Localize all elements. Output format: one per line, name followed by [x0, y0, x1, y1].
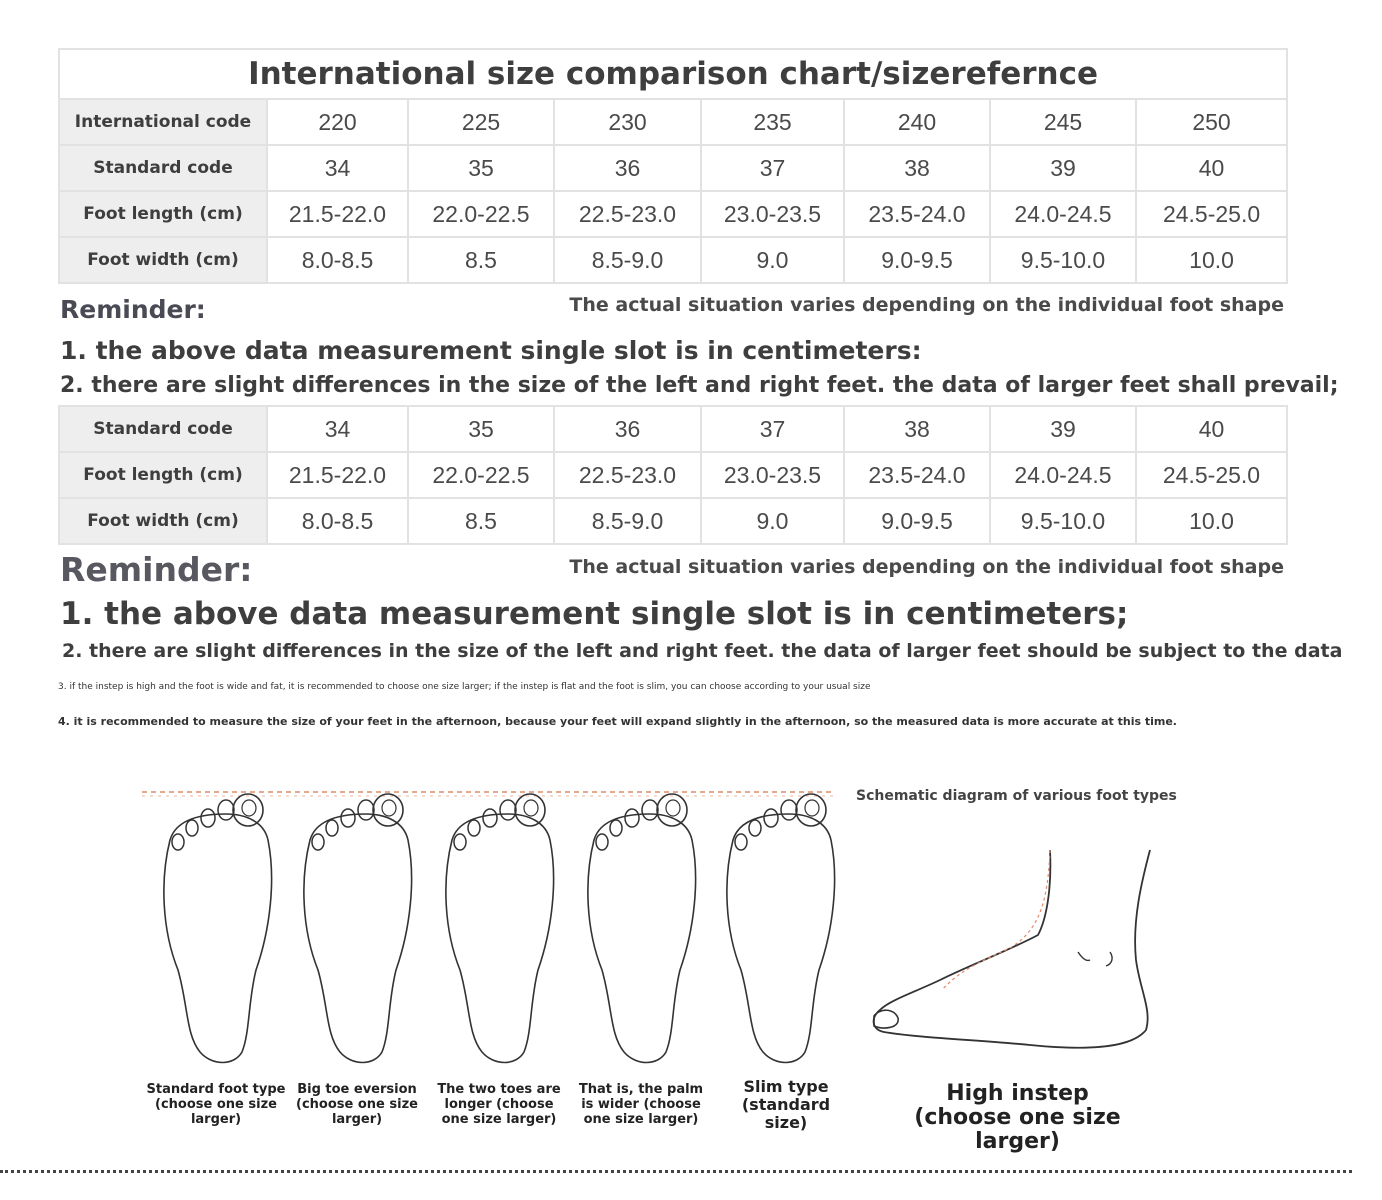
- table-cell: 240: [844, 99, 990, 145]
- reminder-note: The actual situation varies depending on the individual foot shape: [569, 294, 1284, 316]
- standard-foot-outline: [164, 794, 272, 1063]
- table-cell: 9.0: [701, 237, 844, 283]
- diagram-heading: Schematic diagram of various foot types: [856, 788, 1177, 804]
- foot-caption: Standard foot type (choose one size larger): [146, 1082, 286, 1127]
- table-cell: 37: [701, 145, 844, 191]
- row-label: Foot length (cm): [59, 452, 267, 498]
- table-cell: 40: [1136, 145, 1287, 191]
- table-cell: 24.0-24.5: [990, 191, 1136, 237]
- table-cell: 35: [408, 145, 554, 191]
- table-cell: 8.5: [408, 237, 554, 283]
- big-toe-eversion-outline: [304, 794, 412, 1063]
- table-cell: 23.5-24.0: [844, 452, 990, 498]
- table-cell: 250: [1136, 99, 1287, 145]
- table-cell: 35: [408, 406, 554, 452]
- reminder-line: 2. there are slight differences in the size of the left and right feet. the data of larger feet shall prevail;: [60, 373, 1339, 398]
- reminder-note: The actual situation varies depending on the individual foot shape: [569, 556, 1284, 578]
- table-cell: 24.5-25.0: [1136, 452, 1287, 498]
- table-cell: 220: [267, 99, 408, 145]
- table-cell: 34: [267, 406, 408, 452]
- table-cell: 8.5-9.0: [554, 498, 701, 544]
- row-label: Foot length (cm): [59, 191, 267, 237]
- table-row: [59, 237, 1287, 283]
- table-row: [59, 99, 1287, 145]
- reminder-heading: Reminder:: [60, 295, 206, 324]
- table-cell: 23.0-23.5: [701, 191, 844, 237]
- table-cell: 39: [990, 145, 1136, 191]
- foot-caption: Slim type (standard size): [741, 1077, 831, 1132]
- table-cell: 9.0-9.5: [844, 237, 990, 283]
- table-cell: 225: [408, 99, 554, 145]
- wide-palm-outline: [588, 794, 696, 1063]
- table-cell: 23.5-24.0: [844, 191, 990, 237]
- table-row: [59, 191, 1287, 237]
- foot-caption: That is, the palm is wider (choose one size larger): [578, 1082, 704, 1127]
- table-cell: 235: [701, 99, 844, 145]
- long-second-toe-outline: [446, 794, 554, 1063]
- row-label: Foot width (cm): [59, 237, 267, 283]
- table-cell: 23.0-23.5: [701, 452, 844, 498]
- standard-size-table: [58, 405, 1288, 545]
- table-cell: 21.5-22.0: [267, 452, 408, 498]
- row-label: Standard code: [59, 406, 267, 452]
- table-cell: 22.5-23.0: [554, 452, 701, 498]
- table-cell: 230: [554, 99, 701, 145]
- table-cell: 8.0-8.5: [267, 498, 408, 544]
- table-cell: 9.5-10.0: [990, 498, 1136, 544]
- table-cell: 39: [990, 406, 1136, 452]
- dotted-divider: [0, 1170, 1352, 1173]
- table-cell: 21.5-22.0: [267, 191, 408, 237]
- reminder-heading: Reminder:: [60, 550, 253, 589]
- table-cell: 38: [844, 406, 990, 452]
- slim-foot-outline: [727, 794, 835, 1063]
- table-cell: 9.0: [701, 498, 844, 544]
- table-row: [59, 145, 1287, 191]
- table-cell: 36: [554, 145, 701, 191]
- row-label: Standard code: [59, 145, 267, 191]
- table-cell: 9.5-10.0: [990, 237, 1136, 283]
- foot-caption: Big toe eversion (choose one size larger): [296, 1082, 418, 1127]
- table-cell: 24.0-24.5: [990, 452, 1136, 498]
- table-cell: 245: [990, 99, 1136, 145]
- reminder-line: 2. there are slight differences in the size of the left and right feet. the data of larger feet should be subject to the data: [62, 640, 1343, 662]
- table-cell: 8.5: [408, 498, 554, 544]
- table-row: [59, 452, 1287, 498]
- foot-types-illustration: [130, 770, 850, 1070]
- foot-caption: The two toes are longer (choose one size larger): [437, 1082, 561, 1127]
- international-size-table: [58, 48, 1288, 284]
- table-cell: 37: [701, 406, 844, 452]
- table-row: [59, 498, 1287, 544]
- table-cell: 36: [554, 406, 701, 452]
- table-cell: 34: [267, 145, 408, 191]
- reminder-line: 1. the above data measurement single slot is in centimeters:: [60, 336, 922, 365]
- instep-caption: High instep (choose one size larger): [914, 1081, 1121, 1154]
- table-cell: 22.0-22.5: [408, 191, 554, 237]
- table-title: International size comparison chart/sizerefernce: [59, 49, 1287, 99]
- table-cell: 22.5-23.0: [554, 191, 701, 237]
- table-row: [59, 406, 1287, 452]
- table-cell: 38: [844, 145, 990, 191]
- reminder-line: 1. the above data measurement single slot is in centimeters;: [60, 596, 1129, 632]
- high-instep-illustration: [860, 840, 1160, 1060]
- table-cell: 8.5-9.0: [554, 237, 701, 283]
- row-label: International code: [59, 99, 267, 145]
- table-cell: 10.0: [1136, 237, 1287, 283]
- table-cell: 24.5-25.0: [1136, 191, 1287, 237]
- table-cell: 22.0-22.5: [408, 452, 554, 498]
- table-cell: 8.0-8.5: [267, 237, 408, 283]
- table-cell: 40: [1136, 406, 1287, 452]
- row-label: Foot width (cm): [59, 498, 267, 544]
- reminder-line: 3. if the instep is high and the foot is wide and fat, it is recommended to choose one size larger; if the instep is flat and the foot is slim, you can choose according to your usual size: [58, 682, 871, 692]
- table-cell: 10.0: [1136, 498, 1287, 544]
- reminder-line: 4. it is recommended to measure the size of your feet in the afternoon, because your feet will expand slightly in the afternoon, so the measured data is more accurate at this time.: [58, 715, 1177, 728]
- table-cell: 9.0-9.5: [844, 498, 990, 544]
